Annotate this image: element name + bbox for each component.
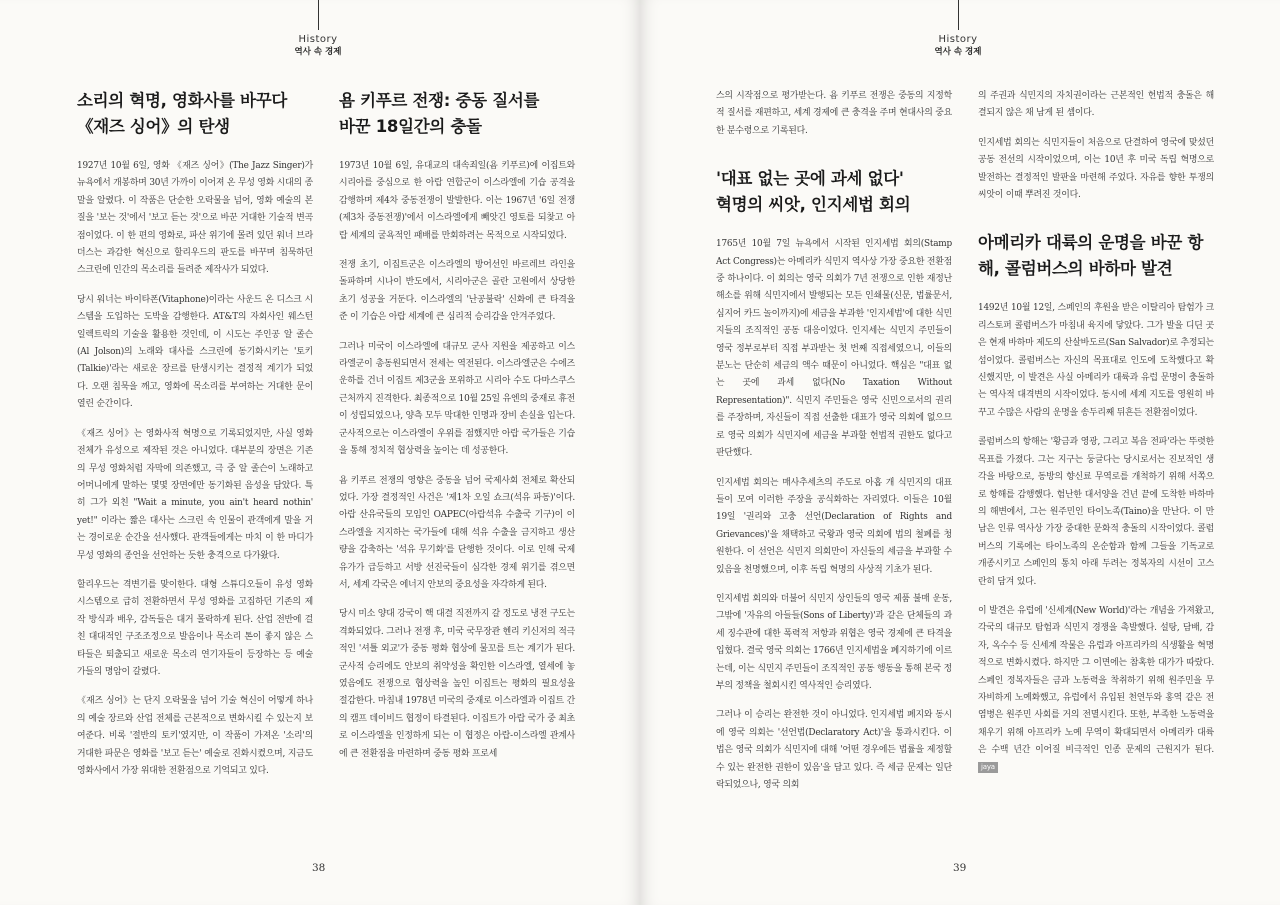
- article-title: [77, 88, 313, 140]
- header-rule: [958, 0, 959, 30]
- article-paragraph: 인지세법 회의와 더불어 식민지 상인들의 영국 제품 불매 운동, 그밖에 '자유의 아들들(Sons of Liberty)'과 같은 단체들의 과세 징수관에 대한 폭력적 저항과 위협은 영국 경제에 큰 타격을 입혔다. 결국 영국 의회는 1766년 인지세법을 폐지하기에 이르는데, 이는 식민지 주민들이 조직적인 공동 행동을 통해 본국 정부의 정책을 철회시킨 역사적인 승리였다.: [716, 593, 952, 691]
- article-title-line: 욤 키푸르 전쟁: 중동 질서를: [339, 91, 540, 110]
- article-paragraph: 1927년 10월 6일, 영화 《재즈 싱어》(The Jazz Singer)가 뉴욕에서 개봉하며 30년 가까이 이어져 온 무성 영화 시대의 종말을 알렸다. 이 작품은 단순한 오락물을 넘어, 영화 예술의 본질을 '보는 것'에서 '보고 듣는 것'으로 바꾼 거대한 기술적 변곡점이었다. 이 한 편의 영화로, 파산 위기에 몰려 있던 워너 브라더스는 과감한 혁신으로 할리우드의 판도를 바꾸며 침묵하던 스크린에 인간의 목소리를 들려준 제작사가 되었다.: [77, 161, 313, 276]
- article-paragraph: 그러나 미국이 이스라엘에 대규모 군사 지원을 제공하고 이스라엘군이 총동원되면서 전세는 역전된다. 이스라엘군은 수에즈 운하를 건너 이집트 제3군을 포위하고 시리아 수도 다마스쿠스 근처까지 진격한다. 최종적으로 10월 25일 유엔의 중재로 휴전이 성립되었으나, 양측 모두 막대한 인명과 장비 손실을 입는다. 군사적으로는 이스라엘이 우위를 점했지만 아랍 국가들은 기습을 통해 정치적 협상력을 높이는 데 성공한다.: [339, 341, 575, 457]
- section-label-ko: 역사 속 경제: [934, 47, 982, 57]
- page-number-left: 38: [312, 862, 326, 874]
- article-title-line: 소리의 혁명, 영화사를 바꾸다: [77, 91, 287, 110]
- article-title-line: 혁명의 씨앗, 인지세법 회의: [716, 195, 911, 215]
- article-paragraph: 욤 키푸르 전쟁의 영향은 중동을 넘어 국제사회 전체로 확산되었다. 가장 결정적인 사건은 '제1차 오일 쇼크(석유 파동)'이다. 아랍 산유국들의 모임인 OAPEC(아랍석유 수출국 기구)이 이스라엘을 지지하는 국가들에 대해 석유 수출을 금지하고 생산량을 감축하는 '석유 무기화'를 단행한 것이다. 이로 인해 국제 유가가 급등하고 서방 선진국들이 심각한 경제 위기를 겪으면서, 세계 각국은 에너지 안보의 중요성을 자각하게 된다.: [339, 475, 575, 590]
- article-paragraph: 《재즈 싱어》는 영화사적 혁명으로 기록되었지만, 사실 영화 전체가 유성으로 제작된 것은 아니었다. 대부분의 장면은 기존의 무성 영화처럼 자막에 의존했고, 극 중 알 졸슨이 노래하고 어머니에게 말하는 몇몇 장면에만 동기화된 음성을 담았다. 특히 그가 외친 "Wait a minute, you ain't heard nothin' yet!" 이라는 짧은 대사는 스크린 속 인물이 관객에게 말을 거는 경이로운 순간을 선사했다. 관객들에게는 마치 이 한 마디가 무성 영화의 종언을 선언하는 듯한 충격으로 다가왔다.: [77, 428, 313, 561]
- article-paragraph: 인지세법 회의는 매사추세츠의 주도로 아홉 개 식민지의 대표들이 모여 이러한 주장을 공식화하는 자리였다. 이들은 10월 19일 '권리와 고충 선언(Declaration of Rights and Grievances)'을 채택하고 국왕과 영국 의회에 법의 철폐를 청원한다. 이 선언은 식민지 의회만이 자신들의 세금을 부과할 수 있음을 천명했으며, 이후 독립 혁명의 사상적 기초가 된다.: [716, 477, 952, 575]
- article-title-line: 해, 콜럼버스의 바하마 발견: [978, 259, 1173, 279]
- article-paragraph: 1492년 10월 12일, 스페인의 후원을 받은 이탈리아 탐험가 크리스토퍼 콜럼버스가 마침내 육지에 닿았다. 그가 발을 디딘 곳은 현재 바하마 제도의 산살바도르(San Salvador)로 추정되는 섬이었다. 콜럼버스는 자신의 목표대로 인도에 도착했다고 확신했지만, 이 발견은 사실 아메리카 대륙과 유럽 문명이 충돌하는 역사적 대격변의 시작이었다. 동시에 세계 지도를 영원히 바꾸고 수많은 사람의 운명을 송두리째 뒤흔든 전환점이었다.: [978, 303, 1215, 418]
- article-title: [716, 166, 952, 218]
- article-paragraph: 스의 시작점으로 평가받는다. 욤 키푸르 전쟁은 중동의 지정학적 질서를 재편하고, 세계 경제에 큰 충격을 주며 현대사의 중요한 분수령으로 기록된다.: [716, 91, 952, 136]
- article-paragraph: 그러나 이 승리는 완전한 것이 아니었다. 인지세법 폐지와 동시에 영국 의회는 '선언법(Declaratory Act)'을 통과시킨다. 이 법은 영국 의회가 식민지에 대해 '어떤 경우에든 법률을 제정할 수 있는 완전한 권한이 있음'을 담고 있다. 즉 세금 문제는 일단락되었으나, 영국 의회: [716, 710, 952, 790]
- article-title-line: 아메리카 대륙의 운명을 바꾼 항: [978, 233, 1204, 253]
- article-columbus: [978, 88, 1214, 789]
- article-paragraph: 1765년 10월 7일 뉴욕에서 시작된 인지세법 회의(Stamp Act Congress)는 아메리카 식민지 역사상 가장 중요한 전환점 중 하나이다. 이 회의는 영국 의회가 7년 전쟁으로 인한 재정난 해소를 위해 식민지에서 발행되는 모든 인쇄물(신문, 법률문서, 심지어 카드 놀이까지)에 세금을 부과한 '인지세법'에 대한 식민지들의 조직적인 공동 대응이었다. 인지세는 식민지 주민들이 영국 정부로부터 직접 부과받는 첫 번째 직접세였으니, 이들의 분노는 단순히 세금의 액수 때문이 아니었다. 핵심은 "대표 없는 곳에 과세 없다(No Taxation Without Representation)". 식민지 주민들은 영국 신민으로서의 권리를 주장하며, 자신들이 직접 선출한 대표가 영국 의회에 없으므로 영국 의회가 식민지에 세금을 부과할 헌법적 권한도 없다고 판단했다.: [716, 239, 952, 459]
- section-label-en: History: [938, 34, 978, 45]
- article-yom-kippur: [339, 88, 575, 775]
- article-paragraph: 콜럼버스의 항해는 '황금과 영광, 그리고 복음 전파'라는 뚜렷한 목표를 가졌다. 그는 지구는 둥글다는 당시로서는 진보적인 생각을 바탕으로, 동방의 향신료 무역로를 개척하기 위해 서쪽으로 항해를 감행했다. 험난한 대서양을 건넌 끝에 도착한 바하마의 해변에서, 그는 원주민인 타이노족(Taino)을 만난다. 이 만남은 인류 역사상 가장 중대한 문화적 충돌의 시작이었다. 콜럼버스의 기록에는 타이노족의 온순함과 함께 그들을 기독교로 개종시키고 스페인의 통치 아래 두려는 정복자의 시선이 고스란히 담겨 있다.: [978, 437, 1214, 587]
- article-title: [978, 230, 1214, 282]
- section-label-ko: 역사 속 경제: [294, 47, 342, 57]
- right-page: [640, 0, 1280, 905]
- page-header-right: [898, 0, 1018, 58]
- author-end-tag: jaya: [978, 762, 998, 773]
- article-title-line: 《재즈 싱어》의 탄생: [77, 117, 230, 136]
- article-paragraph: 《재즈 싱어》는 단지 오락물을 넘어 기술 혁신이 어떻게 하나의 예술 장르와 산업 전체를 근본적으로 변화시킬 수 있는지 보여준다. 비록 '절반의 토키'였지만, 이 작품이 가져온 '소리'의 거대한 파문은 영화를 '보고 듣는' 예술로 진화시켰으며, 지금도 영화사에서 가장 위대한 전환점으로 기억되고 있다.: [77, 696, 313, 776]
- article-paragraph: 할리우드는 격변기를 맞이한다. 대형 스튜디오들이 유성 영화 시스템으로 급히 전환하면서 무성 영화를 고집하던 기존의 제작 방식과 배우, 감독들은 대거 몰락하게 된다. 산업 전반에 걸친 대대적인 구조조정으로 발음이나 목소리 톤이 좋지 않은 스타들은 퇴출되고 새로운 목소리 연기자들이 등장하는 등 예술가들의 명암이 갈렸다.: [77, 579, 313, 677]
- article-paragraph: 1973년 10월 6일, 유대교의 대속죄일(욤 키푸르)에 이집트와 시리아를 중심으로 한 아랍 연합군이 이스라엘에 기습 공격을 감행하며 제4차 중동전쟁이 발발한다. 이는 1967년 '6일 전쟁(제3차 중동전쟁)'에서 이스라엘에게 빼앗긴 영토를 되찾고 아랍 세계의 굴욕적인 패배를 만회하려는 목적으로 시작되었다.: [339, 161, 575, 241]
- page-number-right: 39: [953, 862, 967, 874]
- article-title-line: '대표 없는 곳에 과세 없다': [716, 169, 904, 189]
- article-paragraph-text: 이 발견은 유럽에 '신세계(New World)'라는 개념을 가져왔고, 각국의 대규모 탐험과 식민지 경쟁을 촉발했다. 설탕, 담배, 감자, 옥수수 등 신세계 작물은 유럽과 아프리카의 식생활을 혁명적으로 변화시켰다. 하지만 그 이면에는 참혹한 대가가 따랐다. 스페인 정복자들은 금과 노동력을 착취하기 위해 원주민을 무자비하게 노예화했고, 유럽에서 유입된 천연두와 홍역 같은 전염병은 원주민 사회를 거의 전멸시킨다. 또한, 부족한 노동력을 채우기 위해 아프리카 노예 무역이 확대되면서 아메리카 대륙은 수백 년간 이어질 비극적인 인종 문제의 근원지가 된다.: [978, 605, 1214, 756]
- page-header-left: [258, 0, 378, 58]
- article-title-line: 바꾼 18일간의 충돌: [339, 117, 482, 136]
- article-paragraph: 당시 워너는 바이타폰(Vitaphone)이라는 사운드 온 디스크 시스템을 도입하는 도박을 감행한다. AT&T의 자회사인 웨스턴 일렉트릭의 기술을 활용한 것인데, 이 시도는 주인공 알 졸슨(Al Jolson)의 노래와 대사를 스크린에 동기화시키는 '토키(Talkie)'라는 새로운 장르를 탄생시키는 결정적 계기가 되었다. 오랜 침묵을 깨고, 영화에 목소리를 부여하는 거대한 문이 열린 순간이다.: [77, 294, 313, 410]
- header-rule: [318, 0, 319, 30]
- article-jazz-singer: [77, 88, 313, 792]
- article-stamp-act: [716, 88, 952, 806]
- article-paragraph: 당시 미소 양대 강국이 핵 대결 직전까지 갈 정도로 냉전 구도는 격화되었다. 그러나 전쟁 후, 미국 국무장관 헨리 키신저의 적극적인 '셔틀 외교'가 중동 평화 협상에 물꼬를 트는 계기가 된다. 군사적 승리에도 안보의 취약성을 확인한 이스라엘, 열세에 놓였음에도 전쟁으로 협상력을 높인 이집트는 평화의 필요성을 절감한다. 마침내 1978년 미국의 중재로 이스라엘과 이집트 간의 캠프 데이비드 협정이 타결된다. 이집트가 아랍 국가 중 최초로 이스라엘을 인정하게 되는 이 협정은 아랍-이스라엘 관계사에 큰 전환점을 마련하며 중동 평화 프로세: [339, 609, 575, 759]
- article-paragraph: 인지세법 회의는 식민지들이 처음으로 단결하여 영국에 맞섰던 공동 전선의 시작이었으며, 이는 10년 후 미국 독립 혁명으로 발전하는 결정적인 발판을 마련해 주었다. 자유를 향한 투쟁의 씨앗이 이때 뿌려진 것이다.: [978, 137, 1214, 201]
- article-title: [339, 88, 575, 140]
- article-paragraph: [978, 603, 1214, 777]
- section-label-en: History: [298, 34, 338, 45]
- article-paragraph: 전쟁 초기, 이집트군은 이스라엘의 방어선인 바르레브 라인을 돌파하며 시나이 반도에서, 시리아군은 골란 고원에서 상당한 초기 성공을 거둔다. 이스라엘의 '난공불락' 신화에 큰 타격을 준 이 기습은 아랍 세계에 큰 심리적 승리감을 안겨주었다.: [339, 260, 575, 323]
- article-paragraph: 의 주권과 식민지의 자치권이라는 근본적인 헌법적 충돌은 해결되지 않은 채 남게 된 셈이다.: [978, 91, 1214, 119]
